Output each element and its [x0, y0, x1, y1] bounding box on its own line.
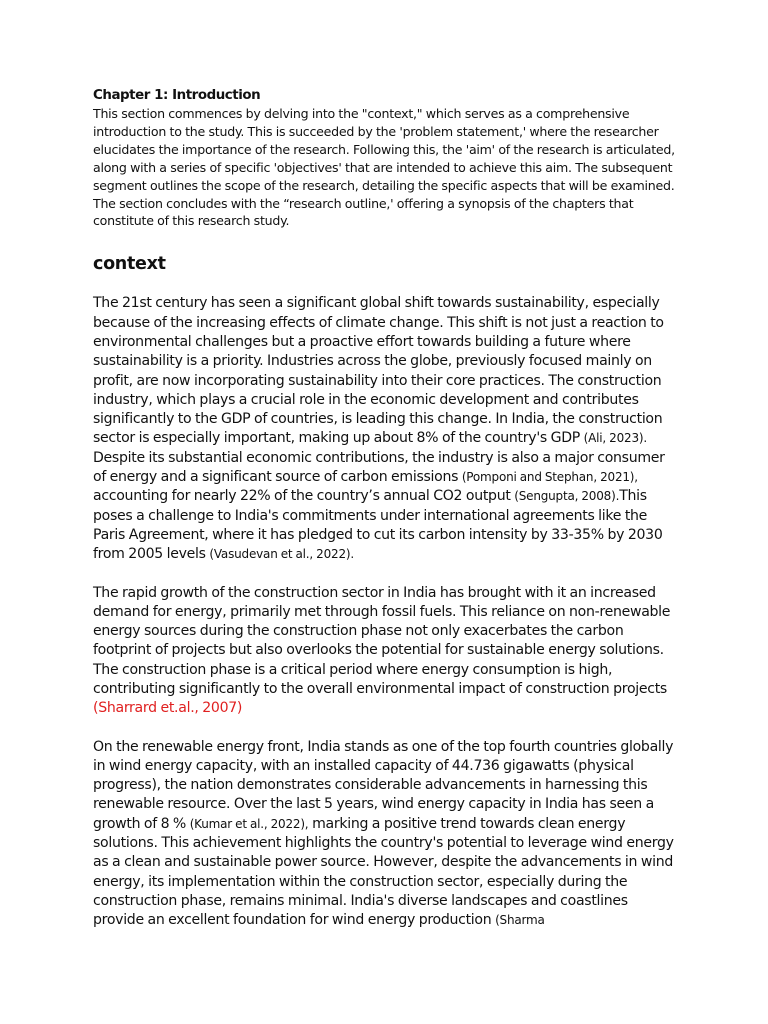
citation: (Sharma — [495, 913, 545, 928]
citation: (Pomponi and Stephan, 2021), — [461, 470, 638, 485]
context-paragraph-3 — [93, 738, 676, 931]
paragraph-text: This poses a challenge to India's commitments under international agreements like the Paris Agreement, where it has pledged to cut its carbon intensity by 33-35% by 2030 from 2005 levels — [93, 488, 663, 563]
paragraph-text: marking a positive trend towards clean energy solutions. This achievement highlights the country's potential to leverage wind energy as a clean and sustainable power source. However, despite the advancements in wind energy, its implementation within the construction sector, especially during the construction phase, remains minimal. India's diverse landscapes and coastlines provide an excellent foundation for wind energy production — [93, 815, 674, 929]
citation-highlighted: (Sharrard et.al., 2007) — [93, 700, 243, 717]
context-paragraph-1 — [93, 294, 676, 564]
context-paragraph-2 — [93, 584, 676, 719]
citation: (Kumar et al., 2022), — [189, 816, 309, 831]
paragraph-text: The rapid growth of the construction sector in India has brought with it an increased demand for energy, primarily met through fossil fuels. This reliance on non-renewable energy sources during the construction phase not only exacerbates the carbon footprint of projects but also overlooks the potential for sustainable energy solutions. The construction phase is a critical period where energy consumption is high, contributing significantly to the overall environmental impact of construction projects — [93, 584, 671, 697]
paragraph-text: Despite its substantial economic contributions, the industry is also a major consumer of energy and a significant source of carbon emissions — [93, 449, 665, 486]
citation: (Vasudevan et al., 2022). — [209, 547, 354, 562]
intro-paragraph: This section commences by delving into the "context," which serves as a comprehensive introduction to the study. This is succeeded by the 'problem statement,' where the researcher elucidates the importance of the research. Following this, the 'aim' of the research is articulated, along with a series of specific 'objectives' that are intended to achieve this aim. The subsequent segment outlines the scope of the research, detailing the specific aspects that will be examined. The section concludes with the “research outline,' offering a synopsis of the chapters that constitute of this research study. — [93, 106, 675, 229]
paragraph-text: On the renewable energy front, India stands as one of the top fourth countries globally in wind energy capacity, with an installed capacity of 44.736 gigawatts (physical progress), the nation demonstrates considerable advancements in harnessing this renewable resource. Over the last 5 years, wind energy capacity in India has seen a growth of 8 % — [93, 738, 674, 832]
context-heading: context — [93, 254, 166, 275]
paragraph-text: accounting for nearly 22% of the country’s annual CO2 output — [93, 488, 515, 505]
citation: (Sengupta, 2008). — [514, 489, 620, 504]
chapter-title: Chapter 1: Introduction — [93, 88, 261, 103]
citation: (Ali, 2023). — [583, 431, 647, 446]
paragraph-text: The 21st century has seen a significant global shift towards sustainability, especially because of the increasing effects of climate change. This shift is not just a reaction to environmental challenges but a proactive effort towards building a future where sustainability is a priority. Industries across the globe, previously focused mainly on profit, are now incorporating sustainability into their core practices. The construction industry, which plays a crucial role in the economic development and contributes significantly to the GDP of countries, is leading this change. In India, the construction sector is especially important, making up about 8% of the country's GDP — [93, 295, 664, 447]
